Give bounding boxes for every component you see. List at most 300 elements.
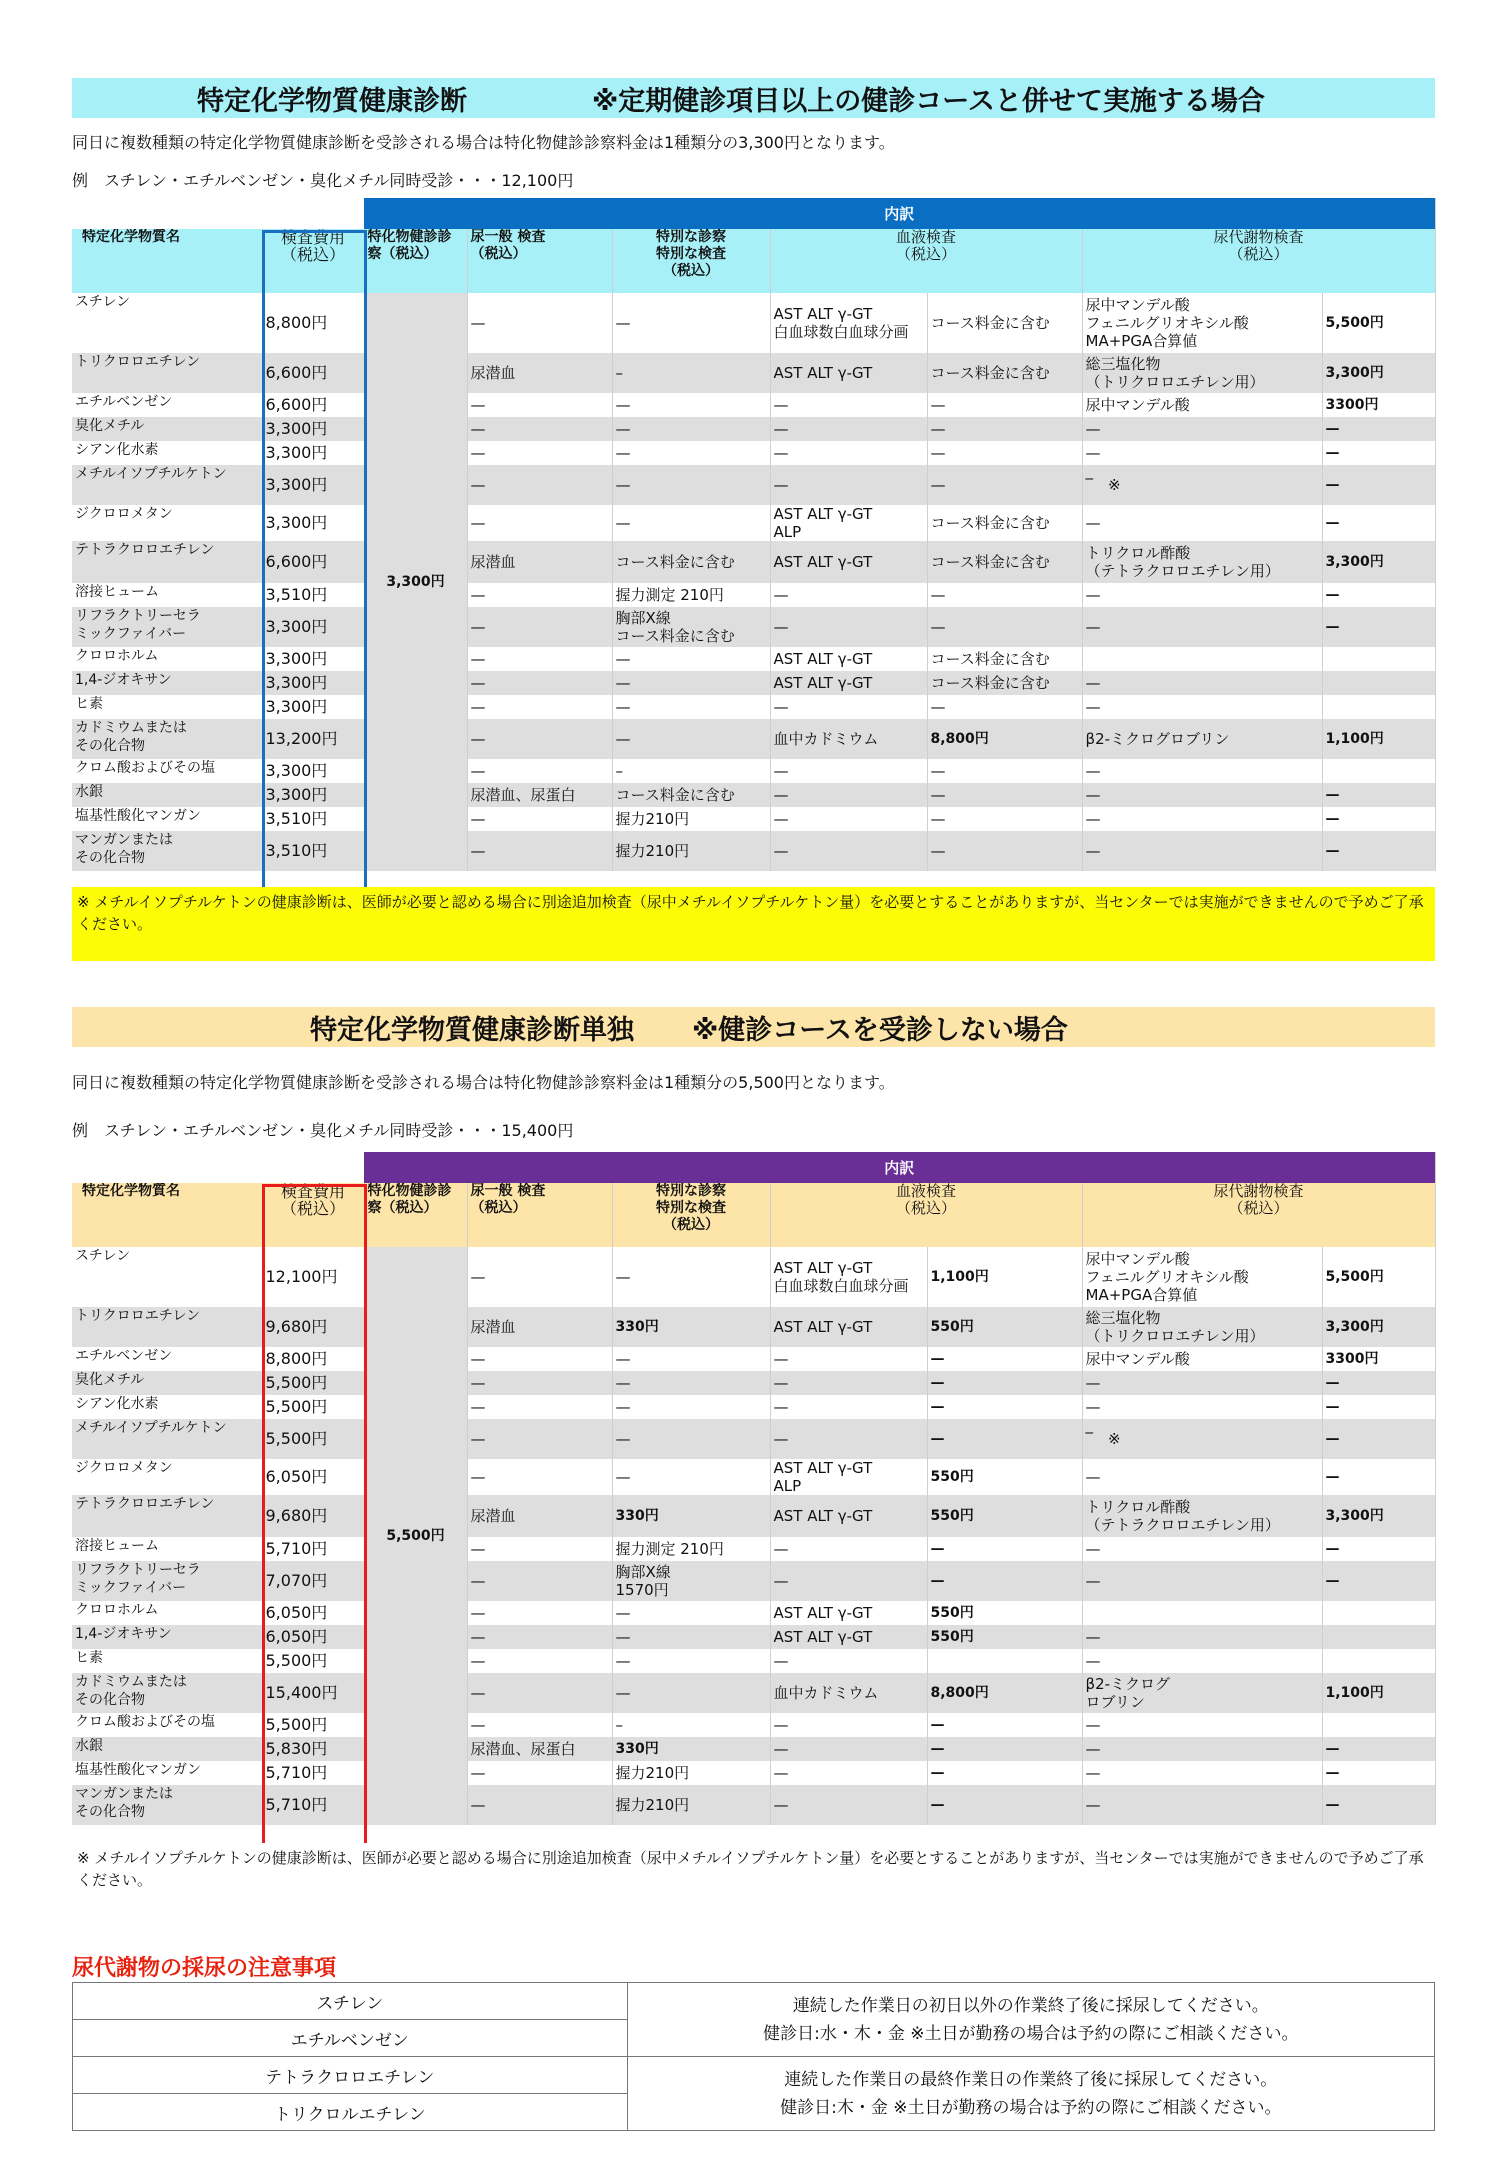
metabolite-fee: — xyxy=(1322,417,1435,441)
blood-test: — xyxy=(770,759,927,783)
blood-fee: コース料金に含む xyxy=(927,647,1082,671)
exam-fee: 3,510円 xyxy=(262,831,364,871)
table-row xyxy=(72,831,1435,871)
substance-name: クロロホルム xyxy=(72,647,262,671)
blood-fee: 550円 xyxy=(927,1601,1082,1625)
table-row xyxy=(72,1673,1435,1713)
metabolite-fee: 1,100円 xyxy=(1322,719,1435,759)
substance-name: シアン化水素 xyxy=(72,1395,262,1419)
exam-fee: 3,510円 xyxy=(262,583,364,607)
blood-fee: — xyxy=(927,1713,1082,1737)
urine-general: — xyxy=(467,1419,612,1459)
blood-fee: — xyxy=(927,831,1082,871)
header-urine-general: 尿一般 検査 （税込） xyxy=(467,1183,612,1247)
substance-name: クロロホルム xyxy=(72,1601,262,1625)
special-exam: 握力210円 xyxy=(612,831,770,871)
urine-metabolite: 総三塩化物 （トリクロロエチレン用） xyxy=(1082,353,1322,393)
urine-metabolite: トリクロル酢酸 （テトラクロロエチレン用） xyxy=(1082,541,1322,583)
blood-test: AST ALT γ-GT xyxy=(770,1601,927,1625)
table-row xyxy=(72,1419,1435,1459)
blood-test: AST ALT γ-GT 白血球数白血球分画 xyxy=(770,1247,927,1307)
urine-metabolite: — xyxy=(1082,1537,1322,1561)
header-consultation: 特化物健診診 察（税込） xyxy=(364,1183,467,1247)
exam-fee: 9,680円 xyxy=(262,1495,364,1537)
urine-metabolite: — xyxy=(1082,583,1322,607)
urine-metabolite: — xyxy=(1082,695,1322,719)
special-exam: 握力測定 210円 xyxy=(612,1537,770,1561)
substance-name: リフラクトリーセラ ミックファイバー xyxy=(72,1561,262,1601)
substance-name: ジクロロメタン xyxy=(72,1459,262,1495)
header-blood: 血液検査 （税込） xyxy=(770,1183,1082,1247)
urine-metabolite: — xyxy=(1082,831,1322,871)
exam-fee: 5,500円 xyxy=(262,1371,364,1395)
urine-general: — xyxy=(467,607,612,647)
exam-fee: 3,300円 xyxy=(262,465,364,505)
blood-test: — xyxy=(770,807,927,831)
blood-test: — xyxy=(770,1649,927,1673)
exam-fee: 6,600円 xyxy=(262,353,364,393)
substance-name: 溶接ヒューム xyxy=(72,1537,262,1561)
metabolite-fee: — xyxy=(1322,607,1435,647)
exam-fee: 5,710円 xyxy=(262,1537,364,1561)
substance-name: リフラクトリーセラ ミックファイバー xyxy=(72,607,262,647)
header-urine-metabolite: 尿代謝物検査 （税込） xyxy=(1082,229,1435,293)
table-row xyxy=(72,417,1435,441)
exam-fee: 5,710円 xyxy=(262,1785,364,1825)
urine-general: — xyxy=(467,1649,612,1673)
blood-fee: 550円 xyxy=(927,1625,1082,1649)
table-row xyxy=(72,1601,1435,1625)
urine-general: — xyxy=(467,1785,612,1825)
header-special: 特別な診察 特別な検査 （税込） xyxy=(612,1183,770,1247)
urine-general: — xyxy=(467,647,612,671)
special-exam: — xyxy=(612,293,770,353)
blood-test: AST ALT γ-GT xyxy=(770,1495,927,1537)
header-blood: 血液検査 （税込） xyxy=(770,229,1082,293)
substance-name: 臭化メチル xyxy=(72,1371,262,1395)
substance-name: エチルベンゼン xyxy=(72,1347,262,1371)
metabolite-fee: — xyxy=(1322,1737,1435,1761)
special-exam: 握力210円 xyxy=(612,1785,770,1825)
exam-fee: 13,200円 xyxy=(262,719,364,759)
substance-name: トリクロロエチレン xyxy=(72,1307,262,1347)
special-exam: 胸部X線 コース料金に含む xyxy=(612,607,770,647)
exam-fee: 6,050円 xyxy=(262,1625,364,1649)
blood-fee: — xyxy=(927,607,1082,647)
exam-fee: 3,510円 xyxy=(262,807,364,831)
substance-name: カドミウムまたは その化合物 xyxy=(72,719,262,759)
urine-metabolite: — xyxy=(1082,1737,1322,1761)
blood-fee: — xyxy=(927,1371,1082,1395)
blood-fee: — xyxy=(927,1347,1082,1371)
substance-name: カドミウムまたは その化合物 xyxy=(72,1673,262,1713)
exam-fee: 8,800円 xyxy=(262,293,364,353)
blood-fee: — xyxy=(927,759,1082,783)
section1-table xyxy=(72,198,1436,871)
blood-fee: 550円 xyxy=(927,1459,1082,1495)
table-row xyxy=(72,759,1435,783)
special-exam: — xyxy=(612,1625,770,1649)
urine-general: 尿潜血 xyxy=(467,541,612,583)
urine-metabolite: 尿中マンデル酸 xyxy=(1082,1347,1322,1371)
blood-fee: コース料金に含む xyxy=(927,353,1082,393)
blood-test: — xyxy=(770,1395,927,1419)
table-row xyxy=(72,1247,1435,1307)
urine-general: — xyxy=(467,583,612,607)
exam-fee: 5,830円 xyxy=(262,1737,364,1761)
special-exam: — xyxy=(612,695,770,719)
blood-fee: — xyxy=(927,441,1082,465)
urine-metabolite: — xyxy=(1082,1785,1322,1825)
exam-fee: 3,300円 xyxy=(262,417,364,441)
blood-fee: — xyxy=(927,1419,1082,1459)
blood-test: — xyxy=(770,1419,927,1459)
metabolite-fee xyxy=(1322,671,1435,695)
urine-general: — xyxy=(467,695,612,719)
table-row xyxy=(72,1459,1435,1495)
urine-metabolite: 尿中マンデル酸 xyxy=(1082,393,1322,417)
exam-fee: 3,300円 xyxy=(262,783,364,807)
blood-fee: — xyxy=(927,1785,1082,1825)
urine-general: — xyxy=(467,465,612,505)
urine-general: — xyxy=(467,1371,612,1395)
urine-metabolite: 尿中マンデル酸 フェニルグリオキシル酸 MA+PGA合算値 xyxy=(1082,293,1322,353)
consultation-fee: 5,500円 xyxy=(364,1247,467,1825)
special-exam: 胸部X線 1570円 xyxy=(612,1561,770,1601)
table-row xyxy=(72,607,1435,647)
blood-fee: — xyxy=(927,1537,1082,1561)
table-row xyxy=(72,695,1435,719)
exam-fee: 5,710円 xyxy=(262,1761,364,1785)
exam-fee: 6,050円 xyxy=(262,1459,364,1495)
blood-test: — xyxy=(770,1561,927,1601)
table-row xyxy=(72,1737,1435,1761)
header-urine-metabolite: 尿代謝物検査 （税込） xyxy=(1082,1183,1435,1247)
metabolite-fee: 3,300円 xyxy=(1322,1495,1435,1537)
substance-name: 1,4-ジオキサン xyxy=(72,1625,262,1649)
substance-name: 臭化メチル xyxy=(72,417,262,441)
urine-metabolite: トリクロル酢酸 （テトラクロロエチレン用） xyxy=(1082,1495,1322,1537)
section2-warning: ※ メチルイソプチルケトンの健康診断は、医師が必要と認める場合に別途追加検査（尿中メチルイソプチルケトン量）を必要とすることがありますが、当センターでは実施ができませんので予めご了承ください。 xyxy=(72,1843,1435,1897)
metabolite-fee xyxy=(1322,1713,1435,1737)
metabolite-fee: — xyxy=(1322,505,1435,541)
urine-metabolite: 尿中マンデル酸 フェニルグリオキシル酸 MA+PGA合算値 xyxy=(1082,1247,1322,1307)
table-row xyxy=(72,1625,1435,1649)
special-exam: — xyxy=(612,1371,770,1395)
table-row xyxy=(72,671,1435,695)
urine-general: — xyxy=(467,417,612,441)
section1-note1: 同日に複数種類の特定化学物質健康診断を受診される場合は特化物健診診察料金は1種類分の3,300円となります。 xyxy=(72,133,895,152)
metabolite-fee: 3300円 xyxy=(1322,1347,1435,1371)
blood-test: 血中カドミウム xyxy=(770,1673,927,1713)
blood-fee: — xyxy=(927,1395,1082,1419)
urine-general: — xyxy=(467,1761,612,1785)
metabolite-fee: 3,300円 xyxy=(1322,353,1435,393)
caution-substance: トリクロルエチレン xyxy=(73,2094,628,2131)
header-substance: 特定化学物質名 xyxy=(72,1183,262,1247)
exam-fee: 3,300円 xyxy=(262,759,364,783)
caution-desc-1 xyxy=(627,1983,1434,2057)
table-row xyxy=(72,783,1435,807)
metabolite-fee: 3,300円 xyxy=(1322,541,1435,583)
header-urine-general: 尿一般 検査 （税込） xyxy=(467,229,612,293)
metabolite-fee xyxy=(1322,647,1435,671)
urine-metabolite: β2-ミクログ ロブリン xyxy=(1082,1673,1322,1713)
metabolite-fee: — xyxy=(1322,1395,1435,1419)
substance-name: クロム酸およびその塩 xyxy=(72,759,262,783)
caution-table xyxy=(72,1982,1435,2131)
blood-fee: コース料金に含む xyxy=(927,671,1082,695)
urine-metabolite: — xyxy=(1082,1761,1322,1785)
blood-test: AST ALT γ-GT xyxy=(770,541,927,583)
metabolite-fee: — xyxy=(1322,807,1435,831)
substance-name: スチレン xyxy=(72,1247,262,1307)
substance-name: エチルベンゼン xyxy=(72,393,262,417)
urine-general: 尿潜血 xyxy=(467,353,612,393)
special-exam: — xyxy=(612,393,770,417)
special-exam: — xyxy=(612,1649,770,1673)
substance-name: メチルイソプチルケトン xyxy=(72,1419,262,1459)
blood-test: — xyxy=(770,465,927,505)
blood-test: — xyxy=(770,1785,927,1825)
urine-general: — xyxy=(467,1247,612,1307)
section2-subtitle: ※健診コースを受診しない場合 xyxy=(692,1014,1068,1046)
table-row xyxy=(72,1785,1435,1825)
table-row xyxy=(72,541,1435,583)
urine-metabolite: — xyxy=(1082,607,1322,647)
exam-fee: 3,300円 xyxy=(262,607,364,647)
urine-metabolite: ‾ ※ xyxy=(1082,465,1322,505)
blood-fee: — xyxy=(927,1761,1082,1785)
blood-fee: 550円 xyxy=(927,1307,1082,1347)
urine-metabolite: — xyxy=(1082,1561,1322,1601)
urine-metabolite: — xyxy=(1082,1459,1322,1495)
substance-name: テトラクロロエチレン xyxy=(72,541,262,583)
urine-general: 尿潜血 xyxy=(467,1307,612,1347)
urine-general: — xyxy=(467,505,612,541)
urine-general: — xyxy=(467,1625,612,1649)
exam-fee: 3,300円 xyxy=(262,441,364,465)
blood-fee: — xyxy=(927,465,1082,505)
urine-metabolite: — xyxy=(1082,1649,1322,1673)
metabolite-fee: — xyxy=(1322,465,1435,505)
substance-name: 塩基性酸化マンガン xyxy=(72,1761,262,1785)
blood-fee: — xyxy=(927,783,1082,807)
metabolite-fee xyxy=(1322,1649,1435,1673)
metabolite-fee: — xyxy=(1322,783,1435,807)
blood-test: — xyxy=(770,1737,927,1761)
caution-substance: エチルベンゼン xyxy=(73,2020,628,2057)
header-substance: 特定化学物質名 xyxy=(72,229,262,293)
caution-substance: スチレン xyxy=(73,1983,628,2020)
metabolite-fee: — xyxy=(1322,1761,1435,1785)
blood-fee: 550円 xyxy=(927,1495,1082,1537)
blood-test: 血中カドミウム xyxy=(770,719,927,759)
table-row xyxy=(72,583,1435,607)
metabolite-fee: 1,100円 xyxy=(1322,1673,1435,1713)
substance-name: ジクロロメタン xyxy=(72,505,262,541)
urine-general: — xyxy=(467,671,612,695)
urine-general: 尿潜血、尿蛋白 xyxy=(467,783,612,807)
metabolite-fee: — xyxy=(1322,441,1435,465)
urine-metabolite: — xyxy=(1082,1625,1322,1649)
blood-test: — xyxy=(770,1537,927,1561)
blood-fee xyxy=(927,1649,1082,1673)
blood-test: — xyxy=(770,583,927,607)
substance-name: 水銀 xyxy=(72,1737,262,1761)
blood-test: AST ALT γ-GT xyxy=(770,1625,927,1649)
special-exam: 握力測定 210円 xyxy=(612,583,770,607)
table-row xyxy=(72,293,1435,353)
urine-general: — xyxy=(467,1347,612,1371)
header-exam-fee: 検査費用 （税込） xyxy=(262,229,364,293)
exam-fee: 3,300円 xyxy=(262,671,364,695)
table-row xyxy=(72,1537,1435,1561)
substance-name: マンガンまたは その化合物 xyxy=(72,831,262,871)
substance-name: 水銀 xyxy=(72,783,262,807)
special-exam: 握力210円 xyxy=(612,807,770,831)
substance-name: スチレン xyxy=(72,293,262,353)
blood-test: AST ALT γ-GT 白血球数白血球分画 xyxy=(770,293,927,353)
blood-test: — xyxy=(770,1347,927,1371)
substance-name: 塩基性酸化マンガン xyxy=(72,807,262,831)
caution-substance: テトラクロロエチレン xyxy=(73,2057,628,2094)
section1-title: 特定化学物質健康診断 xyxy=(197,85,467,117)
metabolite-fee: — xyxy=(1322,1371,1435,1395)
special-exam: — xyxy=(612,465,770,505)
consultation-fee: 3,300円 xyxy=(364,293,467,871)
section2-title: 特定化学物質健康診断単独 xyxy=(310,1014,634,1046)
exam-fee: 12,100円 xyxy=(262,1247,364,1307)
table-row xyxy=(72,353,1435,393)
table-row xyxy=(72,1495,1435,1537)
special-exam: 握力210円 xyxy=(612,1761,770,1785)
blood-fee: 8,800円 xyxy=(927,719,1082,759)
table-row xyxy=(72,505,1435,541)
metabolite-fee: 3300円 xyxy=(1322,393,1435,417)
caution-desc-1-line2: 健診日:水・木・金 ※土日が勤務の場合は予約の際にご相談ください。 xyxy=(763,2023,1299,2044)
urine-general: — xyxy=(467,393,612,417)
table-row xyxy=(72,1347,1435,1371)
section1-banner xyxy=(72,78,1435,118)
metabolite-fee xyxy=(1322,695,1435,719)
table-row xyxy=(72,647,1435,671)
urine-general: — xyxy=(467,1673,612,1713)
urine-metabolite: 総三塩化物 （トリクロロエチレン用） xyxy=(1082,1307,1322,1347)
substance-name: 1,4-ジオキサン xyxy=(72,671,262,695)
exam-fee: 6,050円 xyxy=(262,1601,364,1625)
blood-test: AST ALT γ-GT ALP xyxy=(770,505,927,541)
urine-metabolite: — xyxy=(1082,505,1322,541)
caution-desc-2 xyxy=(627,2057,1434,2131)
metabolite-fee: — xyxy=(1322,1459,1435,1495)
blood-fee: コース料金に含む xyxy=(927,541,1082,583)
special-exam: 330円 xyxy=(612,1307,770,1347)
table-row xyxy=(72,465,1435,505)
blood-test: AST ALT γ-GT xyxy=(770,671,927,695)
table-row xyxy=(72,719,1435,759)
urine-metabolite: — xyxy=(1082,1713,1322,1737)
special-exam: – xyxy=(612,353,770,393)
urine-general: — xyxy=(467,1459,612,1495)
table-row xyxy=(72,1761,1435,1785)
section2-note1: 同日に複数種類の特定化学物質健康診断を受診される場合は特化物健診診察料金は1種類分の5,500円となります。 xyxy=(72,1073,895,1092)
exam-fee: 6,600円 xyxy=(262,393,364,417)
exam-fee: 6,600円 xyxy=(262,541,364,583)
special-exam: — xyxy=(612,647,770,671)
urine-metabolite: — xyxy=(1082,759,1322,783)
blood-test: AST ALT γ-GT xyxy=(770,353,927,393)
urine-general: — xyxy=(467,831,612,871)
exam-fee: 3,300円 xyxy=(262,505,364,541)
table-row xyxy=(72,1395,1435,1419)
urine-metabolite: — xyxy=(1082,1371,1322,1395)
caution-title: 尿代謝物の採尿の注意事項 xyxy=(72,1956,337,1981)
blood-fee: 8,800円 xyxy=(927,1673,1082,1713)
metabolite-fee: 3,300円 xyxy=(1322,1307,1435,1347)
blood-test: — xyxy=(770,1713,927,1737)
metabolite-fee: — xyxy=(1322,1419,1435,1459)
urine-general: 尿潜血 xyxy=(467,1495,612,1537)
special-exam: — xyxy=(612,1459,770,1495)
urine-metabolite: — xyxy=(1082,671,1322,695)
header-exam-fee: 検査費用 （税込） xyxy=(262,1183,364,1247)
metabolite-fee xyxy=(1322,759,1435,783)
substance-name: シアン化水素 xyxy=(72,441,262,465)
special-exam: 330円 xyxy=(612,1495,770,1537)
section1-breakdown-header: 内訳 xyxy=(364,198,1435,229)
substance-name: 溶接ヒューム xyxy=(72,583,262,607)
table-row xyxy=(72,1649,1435,1673)
substance-name: マンガンまたは その化合物 xyxy=(72,1785,262,1825)
blood-test: AST ALT γ-GT xyxy=(770,1307,927,1347)
special-exam: — xyxy=(612,505,770,541)
section2-banner xyxy=(72,1007,1435,1047)
substance-name: メチルイソプチルケトン xyxy=(72,465,262,505)
urine-general: — xyxy=(467,1561,612,1601)
exam-fee: 9,680円 xyxy=(262,1307,364,1347)
exam-fee: 5,500円 xyxy=(262,1649,364,1673)
special-exam: コース料金に含む xyxy=(612,783,770,807)
special-exam: – xyxy=(612,759,770,783)
metabolite-fee: — xyxy=(1322,1561,1435,1601)
metabolite-fee xyxy=(1322,1625,1435,1649)
metabolite-fee xyxy=(1322,1601,1435,1625)
urine-general: — xyxy=(467,1601,612,1625)
section2-table xyxy=(72,1152,1436,1825)
substance-name: ヒ素 xyxy=(72,695,262,719)
urine-general: — xyxy=(467,293,612,353)
blood-test: — xyxy=(770,607,927,647)
table-row xyxy=(72,807,1435,831)
urine-metabolite xyxy=(1082,1601,1322,1625)
exam-fee: 8,800円 xyxy=(262,1347,364,1371)
blood-test: — xyxy=(770,1761,927,1785)
exam-fee: 5,500円 xyxy=(262,1395,364,1419)
special-exam: — xyxy=(612,1601,770,1625)
blood-test: AST ALT γ-GT xyxy=(770,647,927,671)
exam-fee: 3,300円 xyxy=(262,695,364,719)
table-row xyxy=(72,1307,1435,1347)
blood-fee: 1,100円 xyxy=(927,1247,1082,1307)
caution-desc-2-line1: 連続した作業日の最終作業日の作業終了後に採尿してください。 xyxy=(784,2069,1278,2090)
special-exam: — xyxy=(612,417,770,441)
blood-fee: コース料金に含む xyxy=(927,505,1082,541)
urine-general: — xyxy=(467,807,612,831)
urine-metabolite: ‾ ※ xyxy=(1082,1419,1322,1459)
blood-fee: — xyxy=(927,807,1082,831)
exam-fee: 7,070円 xyxy=(262,1561,364,1601)
